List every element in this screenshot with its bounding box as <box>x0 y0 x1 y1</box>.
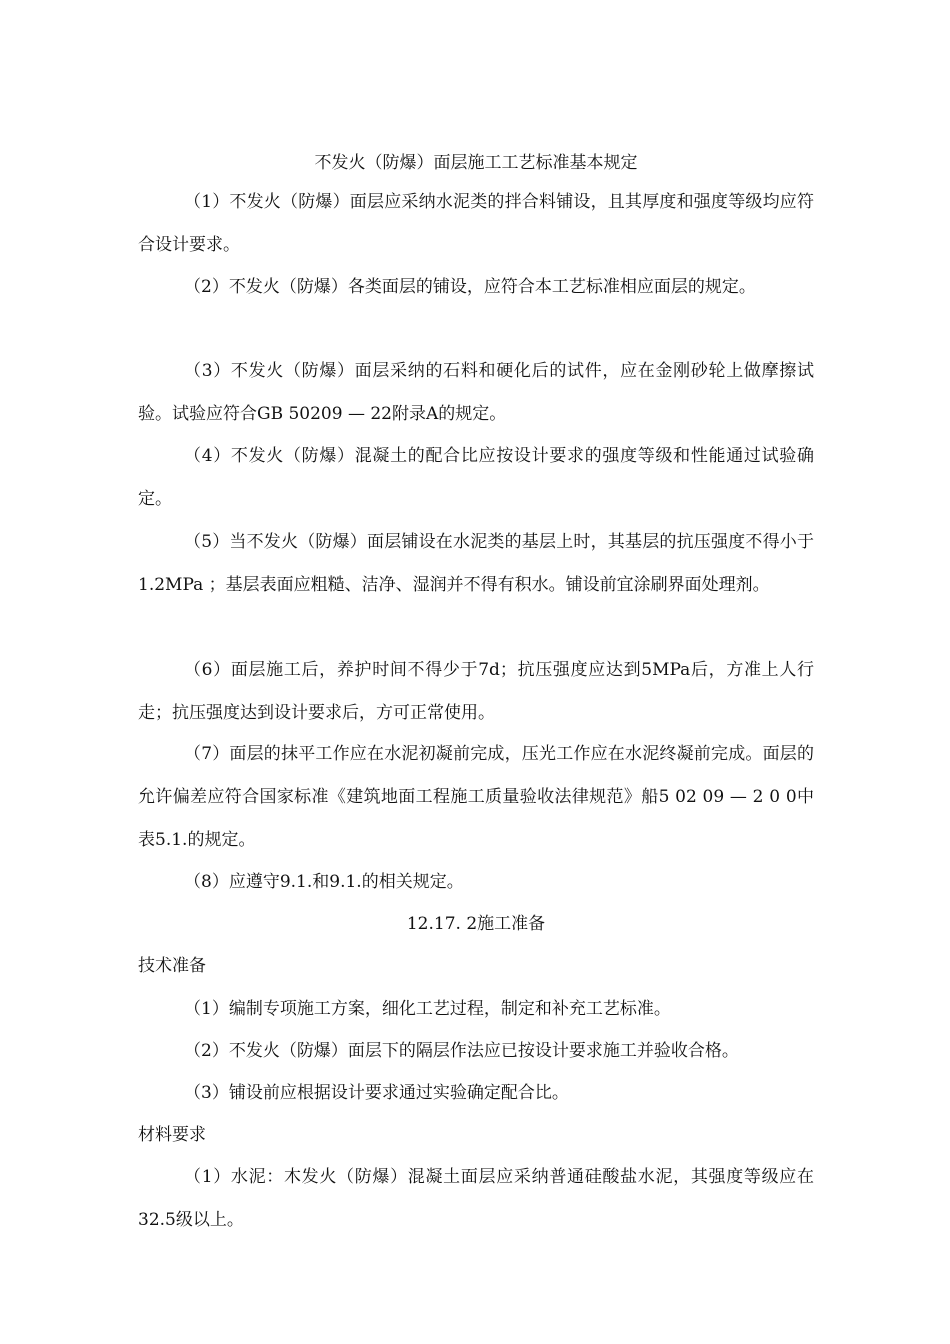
rule-8: （8）应遵守9.1.和9.1.的相关规定。 <box>184 872 464 892</box>
tech-item-3: （3）铺设前应根据设计要求通过实验确定配合比。 <box>184 1083 569 1103</box>
rule-6: （6）面层施工后，养护时间不得少于7d；抗压强度应达到5MPa后，方准上人行走；抗压强度达到设计要求后，方可正常使用。 <box>138 660 814 723</box>
rule-4: （4）不发火（防爆）混凝土的配合比应按设计要求的强度等级和性能通过试验确定。 <box>138 446 814 509</box>
rule-7: （7）面层的抹平工作应在水泥初凝前完成，压光工作应在水泥终凝前完成。面层的允许偏差应符合国家标准《建筑地面工程施工质量验收法律规范》船5 02 09 — 2 0 0中表5.1.的规定。 <box>138 744 814 850</box>
tech-heading: 技术准备 <box>138 956 206 976</box>
rule-2: （2）不发火（防爆）各类面层的铺设，应符合本工艺标准相应面层的规定。 <box>184 277 756 297</box>
tech-item-2: （2）不发火（防爆）面层下的隔层作法应已按设计要求施工并验收合格。 <box>184 1041 739 1061</box>
document-title: 不发火（防爆）面层施工工艺标准基本规定 <box>314 153 638 173</box>
rule-3: （3）不发火（防爆）面层采纳的石料和硬化后的试件，应在金刚砂轮上做摩擦试验。试验应符合GB 50209 — 22附录A的规定。 <box>138 361 814 424</box>
material-heading: 材料要求 <box>138 1125 206 1145</box>
section-title: 12.17. 2施工准备 <box>406 914 546 934</box>
tech-item-1: （1）编制专项施工方案，细化工艺过程，制定和补充工艺标准。 <box>184 999 671 1019</box>
material-item-1: （1）水泥：木发火（防爆）混凝土面层应采纳普通硅酸盐水泥，其强度等级应在32.5级以上。 <box>138 1167 814 1230</box>
rule-1: （1）不发火（防爆）面层应采纳水泥类的拌合料铺设，且其厚度和强度等级均应符合设计要求。 <box>138 192 814 255</box>
rule-5: （5）当不发火（防爆）面层铺设在水泥类的基层上时，其基层的抗压强度不得小于1.2MPa ；基层表面应粗糙、洁净、湿润并不得有积水。铺设前宜涂刷界面处理剂。 <box>138 532 814 595</box>
